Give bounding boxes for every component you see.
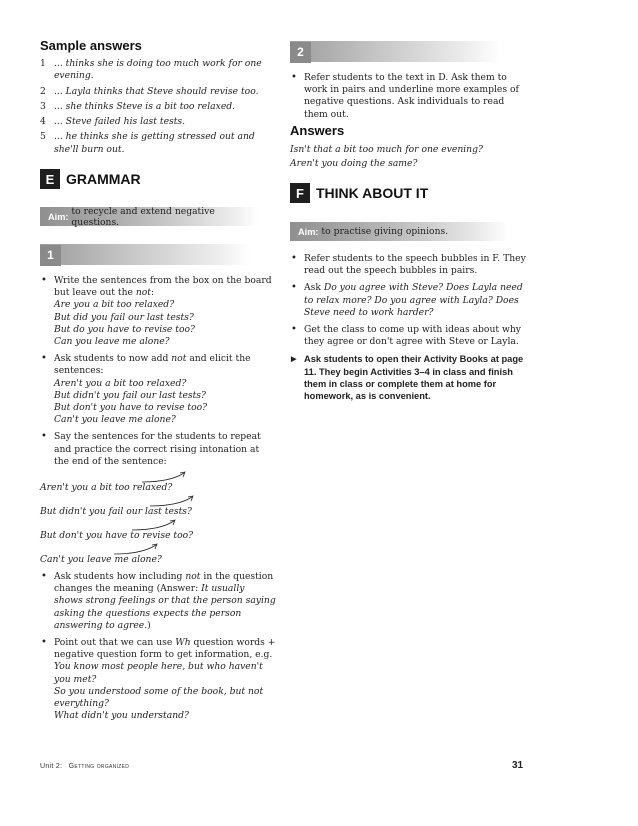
sample-answers-heading: Sample answers (40, 38, 142, 53)
aim-banner: Aim: to practise giving opinions. (290, 222, 508, 241)
page-number: 31 (512, 760, 524, 771)
aim-banner: Aim: to recycle and extend negative questions. (40, 207, 258, 226)
intonation-line: But don't you have to revise too? (40, 518, 276, 542)
intonation-line: Can't you leave me alone? (40, 542, 276, 566)
section-letter-badge: F (290, 183, 310, 203)
footer-unit: Unit 2: Getting organized (40, 763, 130, 770)
list-item: • Write the sentences from the box on the board but leave out the not: Are you a bit too relaxed? But did you fail our last tests? But do you have to revise too? Can you leave me alone? (40, 275, 276, 348)
answer-line: Aren't you doing the same? (290, 158, 418, 169)
list-item: 4 ... Steve failed his last tests. (40, 116, 186, 128)
answers-heading: Answers (290, 123, 345, 138)
list-item: 1 ... thinks she is doing too much work for one evening. (40, 58, 262, 82)
intonation-line: But didn't you fail our last tests? (40, 494, 276, 518)
list-item: • Get the class to come up with ideas about why they agree or don't agree with Steve or Layla. (290, 324, 526, 348)
step-number: 1 (40, 245, 61, 266)
list-item: • Refer students to the text in D. Ask them to work in pairs and underline more examples of negative questions. Ask individuals to read them out. (290, 72, 526, 121)
answer-line: Isn't that a bit too much for one evening? (290, 144, 483, 155)
section-title: THINK ABOUT IT (316, 185, 429, 201)
list-item: 3 ... she thinks Steve is a bit too relaxed. (40, 100, 236, 112)
intonation-line: Aren't you a bit too relaxed? (40, 470, 276, 494)
answers-list (290, 143, 483, 171)
list-item: • Point out that we can use Wh question words + negative question form to get information, e.g. You know most people here, but who haven't you met? So you understood some of the book, but not everything? What didn't you understand? (40, 637, 276, 722)
section-e-heading (40, 169, 141, 189)
list-item: 2 ... Layla thinks that Steve should revise too. (40, 85, 259, 97)
section-title: GRAMMAR (66, 171, 141, 187)
list-item: • Say the sentences for the students to repeat and practice the correct rising intonation at the end of the sentence: Aren't you a bit too relaxed? But didn't you fail our last tests? But don't you have to revise too? Can't you leave me alone? (40, 431, 276, 566)
grammar-steps (40, 275, 276, 727)
list-item: • Ask students how including not in the question changes the meaning (Answer: It usually shows strong feelings or that the person saying asking the questions expects the person answering to agree.) (40, 571, 276, 632)
section-f-heading (290, 183, 428, 203)
step-2-list (290, 72, 526, 126)
list-item: • Ask Do you agree with Steve? Does Layla need to relax more? Do you agree with Layla? Does Steve need to work harder? (290, 282, 526, 319)
list-item: • Refer students to the speech bubbles in F. They read out the speech bubbles in pairs. (290, 253, 526, 277)
activity-book-instruction: ▶ Ask students to open their Activity Books at page 11. They begin Activities 3–4 in class and finish them in class or complete them at home for homework, as is convenient. (290, 353, 526, 402)
step-number: 2 (290, 42, 311, 63)
list-item: 5 ... he thinks she is getting stressed out and she'll burn out. (40, 131, 255, 155)
intonation-examples (40, 470, 276, 566)
step-banner (290, 41, 500, 62)
step-banner (40, 244, 250, 265)
section-letter-badge: E (40, 169, 60, 189)
list-item: • Ask students to now add not and elicit the sentences: Aren't you a bit too relaxed? But didn't you fail our last tests? But don't you have to revise too? Can't you leave me alone? (40, 353, 276, 426)
sample-answers-list (40, 58, 276, 156)
think-about-it-steps (290, 253, 526, 407)
